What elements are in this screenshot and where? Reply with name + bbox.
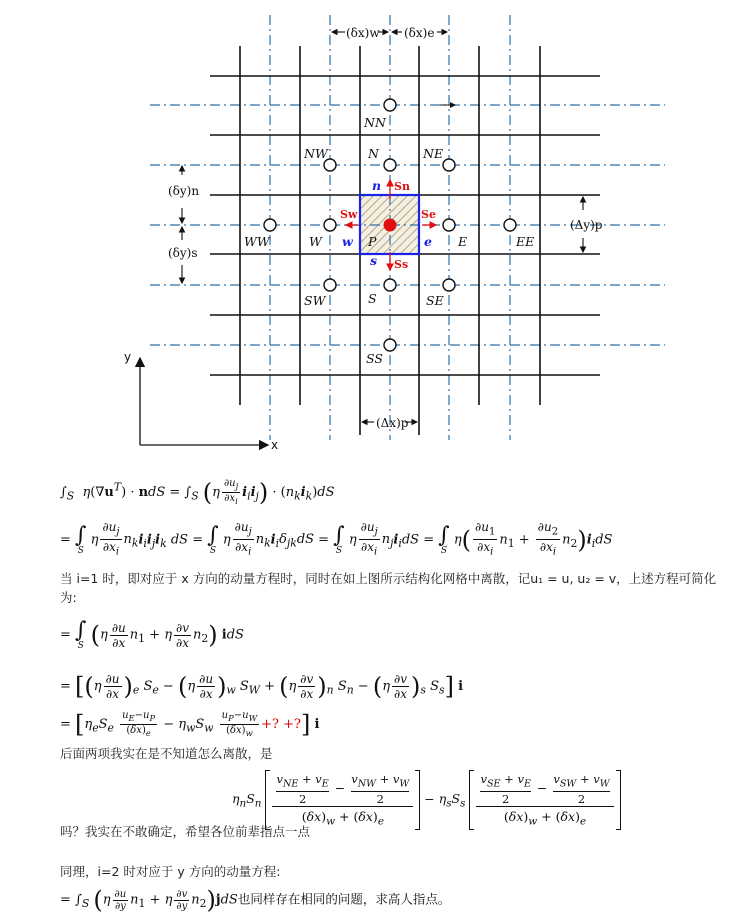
label-SS: SS	[366, 351, 383, 366]
label-face-n: n	[372, 178, 382, 193]
label-dy-n: (δy)n	[168, 184, 200, 198]
label-NE: NE	[423, 146, 444, 161]
label-Sw: Sw	[340, 208, 358, 221]
node-P	[384, 219, 397, 232]
label-N: N	[368, 146, 379, 161]
label-Dx-p: (Δx)p	[376, 416, 409, 430]
grid-diagram	[0, 0, 729, 455]
label-face-s: s	[370, 253, 378, 268]
equation-6: $\eta_nS_n$ $v_{NE} + v_E$ 2 − $v_{NW} + v_W$ 2 $(\delta x)_w + (\delta x)_e$ − $\eta_sS_s$ $v_{SE} + v_E$ 2 − $v_{SW} + v_W$ 2 $(\delta x)_w + (\delta x)_e$	[232, 770, 621, 830]
label-face-e: e	[424, 234, 432, 249]
node-N	[384, 159, 396, 171]
equation-2: = ∫ S η $\frac{\partial u_j}{\partial x_i}$ $n_ki_ii_ji_k$ dS = ∫ S η $\frac{\partial u_j}{\partial x_i}$ $n_ki_i\delta_{jk}dS$ = ∫ S η $\frac{\partial u_j}{\partial x_i}$ $n_ji_idS$ = ∫ S η( $\frac{\partial u_1}{\partial x_i}$ $n_1$ + $\frac{\partial u_2}{\partial x_i}$ $n_2)i_idS$	[60, 520, 613, 558]
label-P: P	[368, 234, 377, 249]
label-SE: SE	[426, 293, 444, 308]
label-Se: Se	[421, 208, 436, 221]
node-S	[384, 279, 396, 291]
node-EE	[504, 219, 516, 231]
node-NN	[384, 99, 396, 111]
node-SW	[324, 279, 336, 291]
label-Sn: Sn	[394, 180, 410, 193]
label-SW: SW	[304, 293, 326, 308]
node-W	[324, 219, 336, 231]
label-S: S	[368, 291, 377, 306]
unknown-terms: +? +?	[261, 717, 301, 732]
label-WW: WW	[244, 234, 270, 249]
paragraph-i1: 当 i=1 时，即对应于 x 方向的动量方程时，同时在如上图所示结构化网格中离散，记u₁ = u, u₂ = v，上述方程可简化为:	[60, 571, 717, 605]
axis-x-label: x	[271, 438, 279, 452]
paragraph-i2: 同理，i=2 时对应于 y 方向的动量方程:	[60, 864, 281, 879]
label-NW: NW	[304, 146, 328, 161]
label-dx-e: (δx)e	[404, 26, 435, 40]
node-E	[443, 219, 455, 231]
label-dx-w: (δx)w	[346, 26, 380, 40]
label-face-w: w	[342, 234, 353, 249]
label-NN: NN	[364, 115, 386, 130]
paragraph-question: 吗？我实在不敢确定，希望各位前辈指点一点	[60, 824, 311, 839]
equation-4: = [(η $\frac{\partial u}{\partial x}$ )$_e$ $S_e - (\eta$ $\frac{\partial u}{\partial x}$ )$_w$ $S_W + (\eta$ $\frac{\partial v}{\partial x}$ )$_n$ $S_n - (\eta$ $\frac{\partial v}{\partial x}$ )$_s$ $S_s$] i	[60, 672, 464, 701]
label-EE: EE	[516, 234, 535, 249]
label-W: W	[309, 234, 322, 249]
axis-y-label: y	[124, 350, 132, 364]
paragraph-tail: 也同样存在相同的问题，求高人指点。	[237, 891, 451, 907]
label-Dy-p: (Δy)p	[570, 218, 603, 232]
label-E: E	[458, 234, 468, 249]
equation-7: = $\int_S$ (η $\frac{\partial u}{\partial y}$ $n_1 + \eta$ $\frac{\partial v}{\partial y}$ $n_2)jdS$也同样存在相同的问题，求高人指点。	[60, 886, 451, 914]
node-NE	[443, 159, 455, 171]
equation-1: $\int_S$ $\eta(\nabla u^T)$ · ndS = $\int_S$ (η $\frac{\partial u_j}{\partial x_i}$ $i_ii_j) \cdot (n_ki_k)dS$	[60, 478, 335, 507]
node-WW	[264, 219, 276, 231]
node-SS	[384, 339, 396, 351]
equation-5: = [$\eta_eS_e$ $\frac{u_E-u_P}{(\delta x)_e}$ − $\eta_wS_w$ $\frac{u_P-u_W}{(\delta x)_w}$ +? +?] i	[60, 710, 320, 739]
axes	[140, 358, 268, 445]
paragraph-unsure: 后面两项我实在是不知道怎么离散，是	[60, 746, 273, 761]
equation-3: = ∫ S (η $\frac{\partial u}{\partial x}$ $n_1 + \eta$ $\frac{\partial v}{\partial x}$ $n_2$) idS	[60, 618, 244, 651]
label-Ss: Ss	[394, 258, 409, 271]
label-dy-s: (δy)s	[168, 246, 198, 260]
node-SE	[443, 279, 455, 291]
